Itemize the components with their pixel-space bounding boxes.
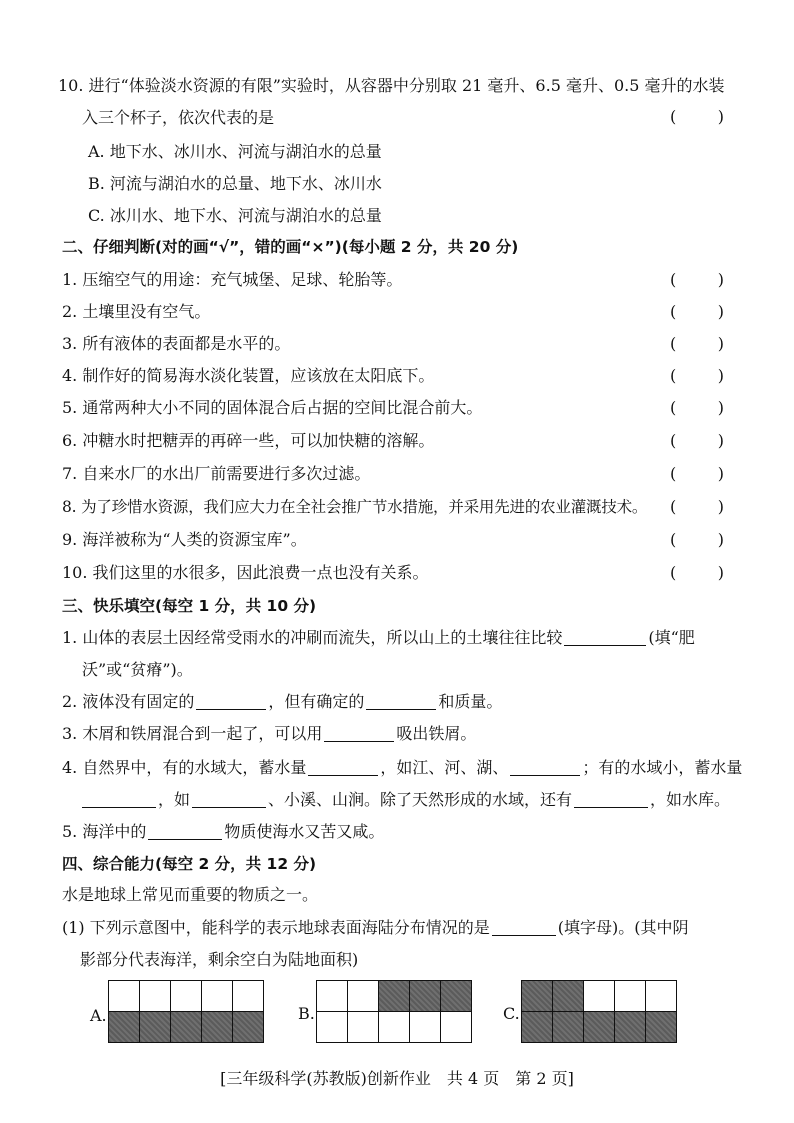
answer-blank[interactable] [196,693,266,710]
ocean-cell [379,981,409,1011]
answer-blank[interactable] [564,629,646,646]
q10-option-c: C. 冰川水、地下水、河流与湖泊水的总量 [88,206,382,225]
q10-line1: 10. 进行“体验淡水资源的有限”实验时，从容器中分别取 21 毫升、6.5 毫升、0.5 毫升的水装 [58,76,725,95]
fill-q4-line2: ，如 、小溪、山涧。除了天然形成的水域，还有 ，如水库。 [80,790,730,810]
answer-blank[interactable] [324,725,394,742]
answer-parens[interactable]: ( ) [670,398,724,417]
land-cell [348,981,378,1011]
answer-parens[interactable]: ( ) [670,270,724,289]
judge-item: 3. 所有液体的表面都是水平的。 [62,334,291,353]
answer-blank[interactable] [82,791,156,808]
land-cell [171,981,201,1011]
ocean-cell [441,981,471,1011]
ocean-cell [522,1012,552,1042]
fill-q1-line1: 1. 山体的表层土因经常受雨水的冲刷而流失，所以山上的土壤往往比较 (填“肥 [62,628,695,647]
land-cell [202,981,232,1011]
option-c-grid[interactable] [521,980,677,1043]
land-cell [109,981,139,1011]
fill-q4-line1: 4. 自然界中，有的水域大，蓄水量 ，如江、河、湖、 ；有的水域小，蓄水量 [62,758,743,777]
ocean-cell [171,1012,201,1042]
section4-heading: 四、综合能力(每空 2 分，共 12 分) [62,855,317,873]
answer-parens[interactable]: ( ) [670,366,724,385]
ocean-cell [615,1012,645,1042]
ocean-cell [522,981,552,1011]
land-cell [584,981,614,1011]
land-cell [646,981,676,1011]
option-b-grid[interactable] [316,980,472,1043]
judge-item: 7. 自来水厂的水出厂前需要进行多次过滤。 [62,464,371,483]
ocean-cell [553,981,583,1011]
answer-blank[interactable] [148,823,222,840]
judge-item: 5. 通常两种大小不同的固体混合后占据的空间比混合前大。 [62,398,483,417]
q10-option-b: B. 河流与湖泊水的总量、地下水、冰川水 [88,174,382,193]
answer-blank[interactable] [574,791,648,808]
judge-item: 1. 压缩空气的用途：充气城堡、足球、轮胎等。 [62,270,403,289]
land-cell [233,981,263,1011]
answer-parens[interactable]: ( ) [670,563,724,582]
answer-blank[interactable] [366,693,436,710]
q10-option-a: A. 地下水、冰川水、河流与湖泊水的总量 [88,142,382,161]
judge-item: 4. 制作好的简易海水淡化装置，应该放在太阳底下。 [62,366,435,385]
section4-intro: 水是地球上常见而重要的物质之一。 [62,885,319,904]
land-cell [379,1012,409,1042]
land-cell [140,981,170,1011]
option-c-label: C. [503,1004,520,1023]
section3-heading: 三、快乐填空(每空 1 分，共 10 分) [62,597,317,615]
answer-parens[interactable]: ( ) [670,431,724,450]
fill-q5: 5. 海洋中的 物质使海水又苦又咸。 [62,822,385,841]
land-cell [615,981,645,1011]
answer-parens[interactable]: ( ) [670,497,724,516]
q10-line2: 入三个杯子，依次代表的是 [82,108,275,127]
ocean-cell [140,1012,170,1042]
option-a-grid[interactable] [108,980,264,1043]
comp-q1-line1: (1) 下列示意图中，能科学的表示地球表面海陆分布情况的是 (填字母)。(其中阴 [62,918,689,937]
answer-blank[interactable] [510,759,580,776]
judge-item: 2. 土壤里没有空气。 [62,302,211,321]
ocean-cell [410,981,440,1011]
answer-blank[interactable] [308,759,378,776]
option-a-label: A. [90,1006,107,1025]
judge-item: 8. 为了珍惜水资源，我们应大力在全社会推广节水措施，并采用先进的农业灌溉技术。 [62,498,648,516]
ocean-cell [646,1012,676,1042]
answer-parens[interactable]: ( ) [670,334,724,353]
answer-parens[interactable]: ( ) [670,530,724,549]
answer-parens[interactable]: ( ) [670,464,724,483]
fill-q2: 2. 液体没有固定的 ，但有确定的 和质量。 [62,692,503,711]
answer-blank[interactable] [492,919,556,936]
land-cell [441,1012,471,1042]
ocean-cell [202,1012,232,1042]
option-b-label: B. [298,1004,315,1023]
judge-item: 10. 我们这里的水很多，因此浪费一点也没有关系。 [62,563,429,582]
judge-item: 9. 海洋被称为“人类的资源宝库”。 [62,530,307,549]
answer-parens[interactable]: ( ) [670,107,724,126]
comp-q1-line2: 影部分代表海洋，剩余空白为陆地面积) [80,950,359,969]
land-cell [410,1012,440,1042]
section2-heading: 二、仔细判断(对的画“√”，错的画“×”)(每小题 2 分，共 20 分) [62,238,519,256]
fill-q1-line2: 沃”或“贫瘠”)。 [82,660,193,679]
land-cell [348,1012,378,1042]
ocean-cell [553,1012,583,1042]
ocean-cell [233,1012,263,1042]
answer-parens[interactable]: ( ) [670,302,724,321]
land-cell [317,1012,347,1042]
ocean-cell [584,1012,614,1042]
fill-q3: 3. 木屑和铁屑混合到一起了，可以用 吸出铁屑。 [62,724,477,743]
answer-blank[interactable] [192,791,266,808]
judge-item: 6. 冲糖水时把糖弄的再碎一些，可以加快糖的溶解。 [62,431,435,450]
page-footer: [三年级科学(苏教版)创新作业 共 4 页 第 2 页] [220,1069,574,1088]
ocean-cell [109,1012,139,1042]
land-cell [317,981,347,1011]
